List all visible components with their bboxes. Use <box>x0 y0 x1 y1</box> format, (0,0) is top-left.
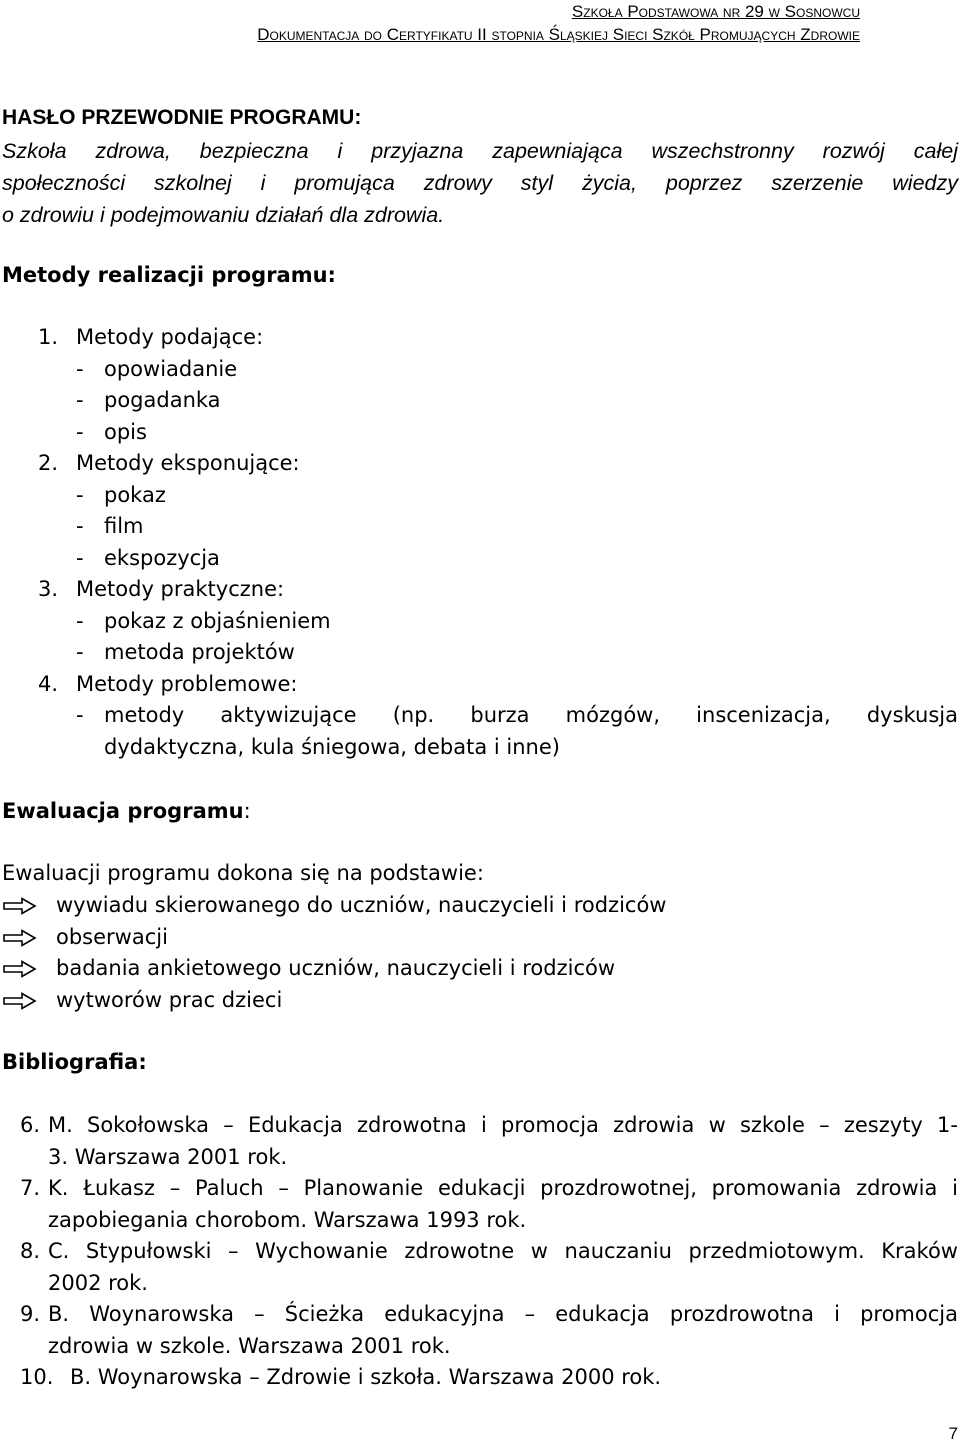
page-number: 7 <box>948 1424 958 1443</box>
method-item: - pokaz z objaśnieniem <box>76 608 331 633</box>
method-item: - film <box>76 514 144 538</box>
hollow-right-arrow-icon <box>2 890 56 922</box>
evaluation-intro: Ewaluacji programu dokona się na podstawie: <box>2 861 484 885</box>
method-item: - metody aktywizujące (np. burza mózgów, inscenizacja, dyskusja <box>76 703 958 727</box>
bibliography-heading: Bibliografia: <box>2 1050 147 1074</box>
method-group-title: 2. Metody eksponujące: <box>38 451 300 475</box>
motto-line: o zdrowiu i podejmowaniu działań dla zdrowia. <box>2 203 445 227</box>
method-group-title: 3. Metody praktyczne: <box>38 577 285 601</box>
method-item: - pokaz <box>76 482 166 507</box>
bibliography-item: 7. K. Łukasz – Paluch – Planowanie edukacji prozdrowotnej, promowania zdrowia i zapobiegania chorobom. Warszawa 1993 rok. <box>20 1176 958 1232</box>
method-item: - ekspozycja <box>76 545 220 570</box>
motto-text <box>2 135 958 231</box>
bibliography-item: 10. B. Woynarowska – Zdrowie i szkoła. Warszawa 2000 rok. <box>20 1365 662 1389</box>
method-group-title: 4. Metody problemowe: <box>38 671 298 696</box>
method-item: - metoda projektów <box>76 640 295 664</box>
evaluation-item: wytworów prac dzieci <box>2 985 666 1017</box>
bibliography-item: 9. B. Woynarowska – Ścieżka edukacyjna – edukacja prozdrowotna i promocja zdrowia w szkole. Warszawa 2001 rok. <box>20 1302 958 1358</box>
motto-title: HASŁO PRZEWODNIE PROGRAMU: <box>2 106 362 129</box>
bibliography-list <box>20 1110 958 1394</box>
method-group-title: 1. Metody podające: <box>38 325 264 349</box>
evaluation-item: badania ankietowego uczniów, nauczycieli i rodziców <box>2 953 666 985</box>
motto-line: Szkoła zdrowa, bezpieczna i przyjazna zapewniająca wszechstronny rozwój całej <box>2 139 958 163</box>
evaluation-item: obserwacji <box>2 922 666 954</box>
evaluation-list <box>2 890 666 1016</box>
method-item: - pogadanka <box>76 388 221 412</box>
hollow-right-arrow-icon <box>2 922 56 954</box>
methods-heading: Metody realizacji programu: <box>2 263 336 287</box>
bibliography-item: 6. M. Sokołowska – Edukacja zdrowotna i promocja zdrowia w szkole – zeszyty 1- 3. Warszawa 2001 rok. <box>20 1113 958 1169</box>
motto-line: społeczności szkolnej i promująca zdrowy styl życia, poprzez szerzenie wiedzy <box>2 171 958 195</box>
method-item: - opis <box>76 419 147 444</box>
hollow-right-arrow-icon <box>2 953 56 985</box>
hollow-right-arrow-icon <box>2 985 56 1017</box>
evaluation-heading: Ewaluacja programu: <box>2 799 251 823</box>
method-item: - opowiadanie <box>76 356 238 381</box>
header-document-title: Dokumentacja do Certyfikatu II stopnia Śląskiej Sieci Szkół Promujących Zdrowie <box>257 25 860 44</box>
methods-list <box>38 322 958 763</box>
bibliography-item: 8. C. Stypułowski – Wychowanie zdrowotne w nauczaniu przedmiotowym. Kraków 2002 rok. <box>20 1239 958 1295</box>
header-school-name: Szkoła Podstawowa nr 29 w Sosnowcu <box>571 2 860 21</box>
evaluation-item: wywiadu skierowanego do uczniów, nauczycieli i rodziców <box>2 890 666 922</box>
method-item-continuation: dydaktyczna, kula śniegowa, debata i inne) <box>104 734 560 759</box>
